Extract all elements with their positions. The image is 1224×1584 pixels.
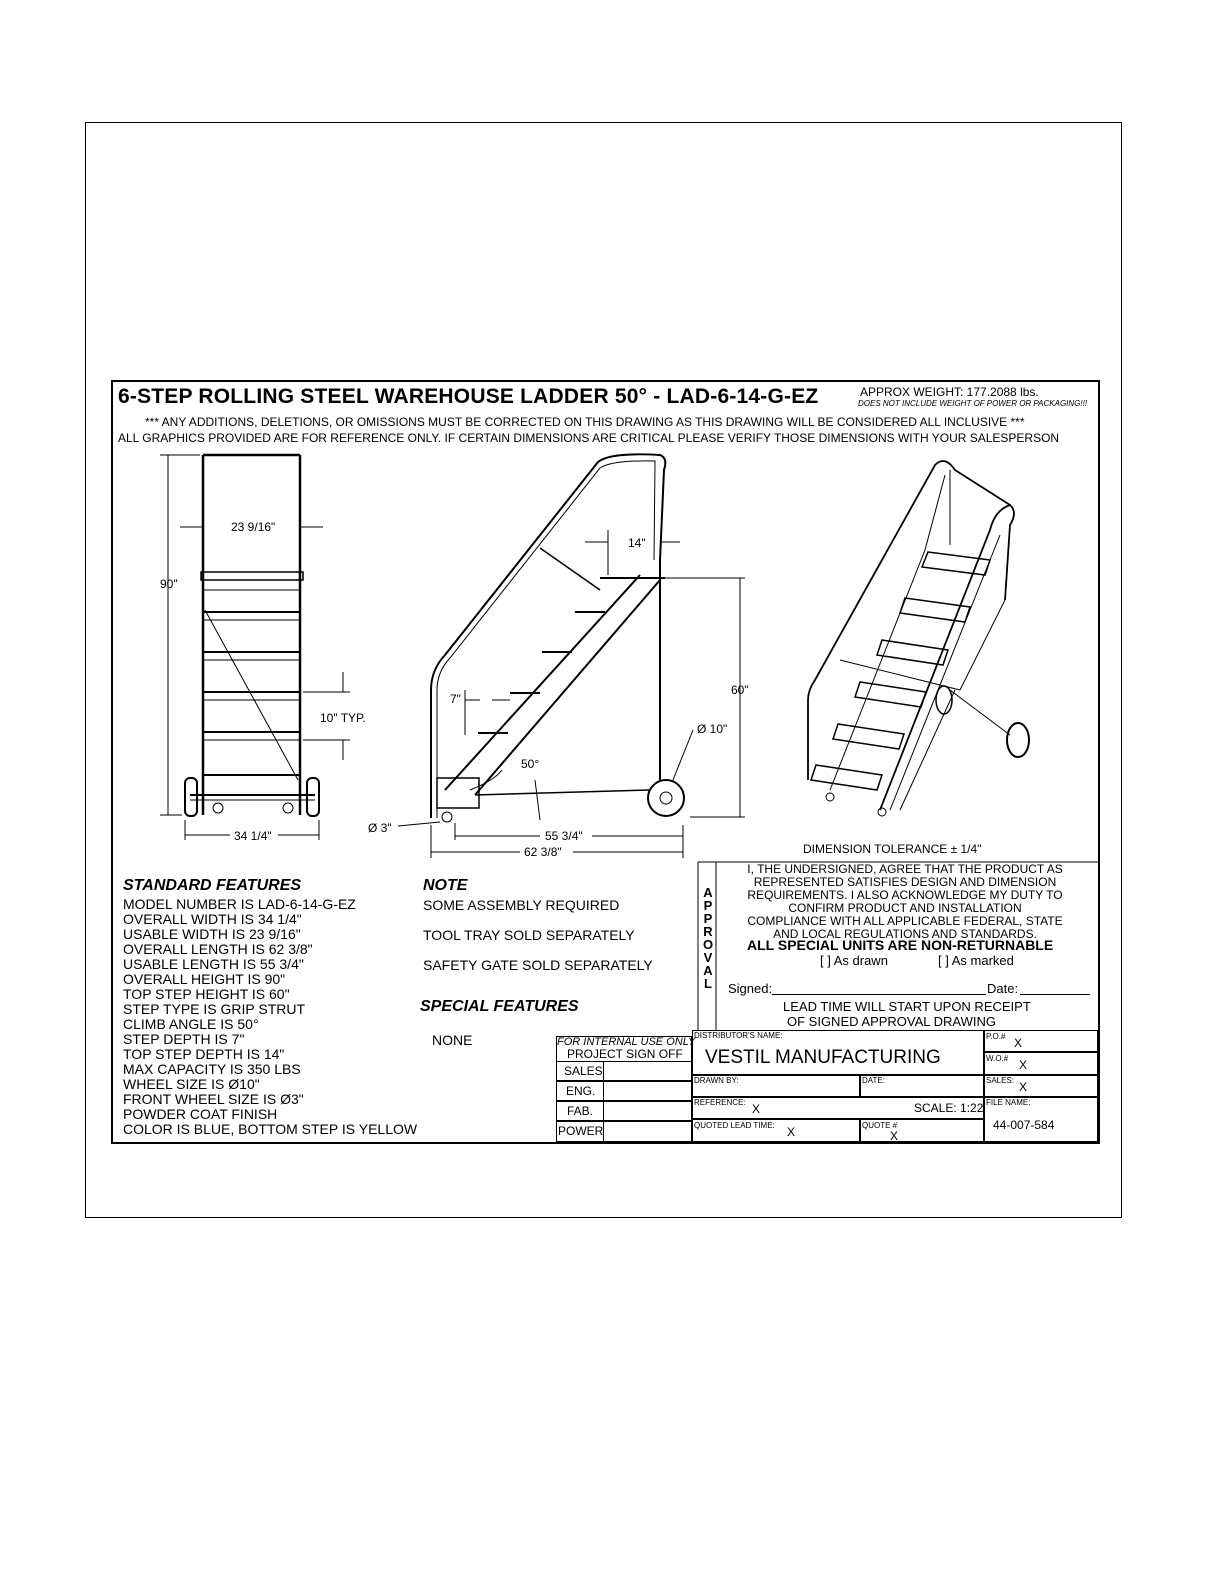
dim-height: 90"	[160, 577, 178, 591]
reference-value: X	[752, 1102, 761, 1116]
statement-line: CONFIRM PRODUCT AND INSTALLATION	[788, 901, 1022, 915]
approval-letter: O	[702, 937, 714, 952]
side-view	[398, 454, 745, 858]
approval-statement	[712, 863, 1098, 941]
statement-line: AND LOCAL REGULATIONS AND STANDARDS.	[773, 927, 1037, 941]
dim-step-depth: 7"	[450, 692, 461, 706]
sales-value: X	[1019, 1080, 1028, 1094]
quote-value: X	[890, 1129, 899, 1143]
list-item: OVERALL WIDTH IS 34 1/4"	[123, 911, 302, 927]
list-item: USABLE LENGTH IS 55 3/4"	[123, 956, 304, 972]
date-line[interactable]	[1020, 994, 1090, 995]
list-item: CLIMB ANGLE IS 50°	[123, 1016, 259, 1032]
dim-wheel: Ø 10"	[697, 722, 728, 736]
scale-value: SCALE: 1:22	[914, 1101, 984, 1115]
signoff-eng: ENG.	[566, 1084, 596, 1098]
signature-line[interactable]	[772, 994, 986, 995]
list-item: STEP TYPE IS GRIP STRUT	[123, 1001, 306, 1017]
signed-label: Signed:	[728, 981, 773, 996]
list-item: TOP STEP HEIGHT IS 60"	[123, 986, 290, 1002]
approx-weight: APPROX WEIGHT: 177.2088 lbs.	[860, 385, 1039, 399]
approval-letter: V	[703, 950, 713, 965]
signoff-title: PROJECT SIGN OFF	[567, 1047, 683, 1061]
drawn-by-label: DRAWN BY:	[694, 1076, 739, 1085]
note-heading: NOTE	[423, 877, 468, 894]
po-label: P.O.#	[986, 1032, 1006, 1041]
quoted-lead-time-value: X	[787, 1125, 796, 1139]
distributor-name: VESTIL MANUFACTURING	[705, 1047, 941, 1068]
approval-letter: A	[703, 885, 713, 900]
standard-features-heading: STANDARD FEATURES	[123, 877, 302, 894]
list-item: SOME ASSEMBLY REQUIRED	[423, 897, 620, 913]
standard-features-list	[123, 897, 417, 1137]
dim-overall-width: 34 1/4"	[234, 829, 272, 843]
as-marked-checkbox[interactable]: [ ] As marked	[938, 953, 1014, 968]
dim-usable-length: 55 3/4"	[545, 829, 583, 843]
special-features-value: NONE	[432, 1032, 473, 1048]
non-returnable-notice: ALL SPECIAL UNITS ARE NON-RETURNABLE	[747, 937, 1054, 953]
signoff-sales: SALES	[564, 1064, 603, 1078]
isometric-view	[808, 461, 1029, 816]
statement-line: COMPLIANCE WITH ALL APPLICABLE FEDERAL, STATE	[747, 914, 1063, 928]
notice-reference: ALL GRAPHICS PROVIDED ARE FOR REFERENCE ONLY. IF CERTAIN DIMENSIONS ARE CRITICAL PLEASE VERIFY THOSE DIMENSIONS WITH YOUR SALESPERSON	[118, 431, 1060, 445]
list-item: POWDER COAT FINISH	[123, 1106, 278, 1122]
statement-line: REQUIREMENTS. I ALSO ACKNOWLEDGE MY DUTY TO	[747, 888, 1063, 902]
list-item: TOP STEP DEPTH IS 14"	[123, 1046, 285, 1062]
distributor-label: DISTRIBUTOR'S NAME:	[694, 1031, 783, 1040]
list-item: MAX CAPACITY IS 350 LBS	[123, 1061, 301, 1077]
list-item: USABLE WIDTH IS 23 9/16"	[123, 926, 301, 942]
signoff-fab: FAB.	[567, 1104, 594, 1118]
sales-label: SALES:	[986, 1076, 1015, 1085]
file-name-label: FILE NAME:	[986, 1098, 1031, 1107]
approval-letter: L	[704, 976, 712, 991]
special-features-heading: SPECIAL FEATURES	[420, 998, 579, 1015]
po-value: X	[1014, 1036, 1023, 1050]
list-item: TOOL TRAY SOLD SEPARATELY	[423, 927, 635, 943]
approval-letter: R	[703, 924, 713, 939]
list-item: COLOR IS BLUE, BOTTOM STEP IS YELLOW	[123, 1121, 418, 1137]
dim-overall-length: 62 3/8"	[524, 845, 562, 859]
wo-value: X	[1019, 1058, 1028, 1072]
weight-note: DOES NOT INCLUDE WEIGHT OF POWER OR PACKAGING!!!	[858, 399, 1088, 408]
date-field-label: DATE:	[862, 1076, 885, 1085]
dim-usable-width: 23 9/16"	[231, 520, 276, 534]
approval-letter: A	[703, 963, 713, 978]
internal-use-label: FOR INTERNAL USE ONLY	[557, 1036, 696, 1048]
list-item: FRONT WHEEL SIZE IS Ø3"	[123, 1091, 304, 1107]
front-view	[160, 455, 350, 840]
lead-time-note-2: OF SIGNED APPROVAL DRAWING	[787, 1014, 996, 1029]
date-label: Date:	[987, 981, 1019, 996]
drawing-title: 6-STEP ROLLING STEEL WAREHOUSE LADDER 50° - LAD-6-14-G-EZ	[118, 385, 819, 408]
quoted-lead-time-label: QUOTED LEAD TIME:	[694, 1121, 775, 1130]
file-name-value: 44-007-584	[993, 1118, 1055, 1132]
dim-top-height: 60"	[731, 683, 749, 697]
lead-time-note-1: LEAD TIME WILL START UPON RECEIPT	[783, 999, 1031, 1014]
dim-front-wheel: Ø 3"	[368, 821, 392, 835]
dim-top-step-depth: 14"	[628, 536, 646, 550]
statement-line: I, THE UNDERSIGNED, AGREE THAT THE PRODUCT AS	[747, 862, 1063, 876]
dim-step-spacing: 10" TYP.	[320, 711, 366, 725]
statement-line: REPRESENTED SATISFIES DESIGN AND DIMENSION	[753, 875, 1057, 889]
list-item: SAFETY GATE SOLD SEPARATELY	[423, 957, 653, 973]
list-item: WHEEL SIZE IS Ø10"	[123, 1076, 260, 1092]
list-item: OVERALL LENGTH IS 62 3/8"	[123, 941, 313, 957]
dim-angle: 50°	[521, 757, 540, 771]
list-item: MODEL NUMBER IS LAD-6-14-G-EZ	[123, 896, 356, 912]
list-item: OVERALL HEIGHT IS 90"	[123, 971, 286, 987]
signoff-power: POWER	[558, 1124, 604, 1138]
as-drawn-checkbox[interactable]: [ ] As drawn	[820, 953, 888, 968]
approval-letter: P	[703, 911, 713, 926]
approval-letter: P	[703, 898, 713, 913]
wo-label: W.O.#	[986, 1054, 1009, 1063]
quote-label: QUOTE #	[862, 1121, 898, 1130]
reference-label: REFERENCE:	[694, 1098, 746, 1107]
list-item: STEP DEPTH IS 7"	[123, 1031, 245, 1047]
notice-inclusive: *** ANY ADDITIONS, DELETIONS, OR OMISSIONS MUST BE CORRECTED ON THIS DRAWING AS THIS DRAWING WILL BE CONSIDERED ALL INCLUSIVE ***	[145, 415, 1025, 429]
dim-tolerance: DIMENSION TOLERANCE ± 1/4"	[803, 842, 982, 856]
